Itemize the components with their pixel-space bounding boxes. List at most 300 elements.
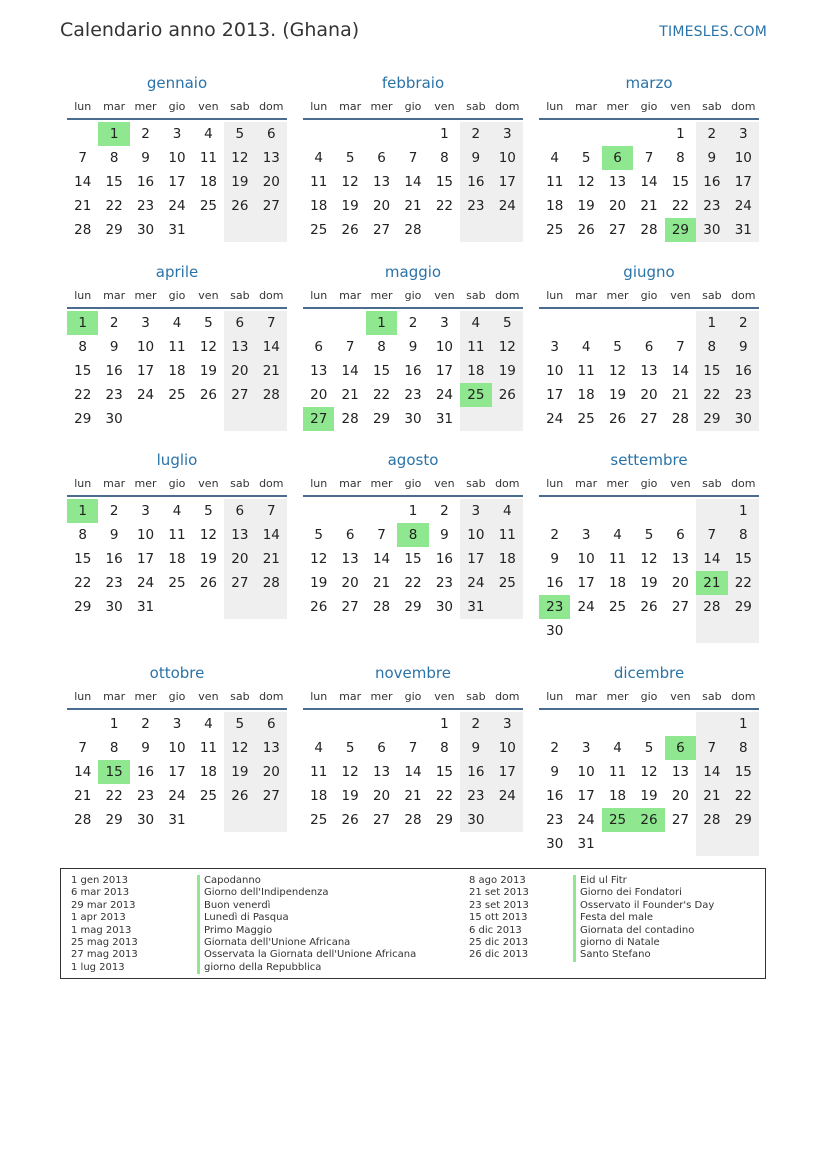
day-cell: 25 [546, 222, 564, 238]
day-cell: 20 [224, 359, 255, 383]
empty-cell [633, 499, 664, 523]
day-cell: 21 [404, 198, 422, 214]
day-cell: 18 [168, 551, 186, 567]
day-cell: 1 [440, 716, 449, 732]
day-cell: 9 [460, 736, 491, 760]
holiday-date: 21 set 2013 [469, 887, 529, 899]
weekday-label: sab [702, 100, 722, 113]
empty-cell [665, 712, 696, 736]
empty-cell [696, 619, 727, 643]
day-cell: 14 [256, 523, 287, 547]
day-cell: 29 [372, 411, 391, 427]
empty-cell [665, 499, 696, 523]
weekday-label: mar [339, 100, 362, 113]
day-cell: 17 [577, 788, 595, 804]
day-cell: 11 [168, 527, 186, 543]
empty-cell [665, 619, 696, 643]
weekday-label: mer [134, 690, 157, 703]
day-cell: 20 [224, 547, 255, 571]
holiday-date: 8 ago 2013 [469, 875, 526, 886]
day-cell: 30 [136, 222, 155, 238]
empty-cell [492, 595, 523, 619]
day-cell: 26 [640, 599, 658, 615]
weekday-label: mar [103, 100, 126, 113]
empty-cell [224, 218, 255, 242]
month-name: ottobre [149, 664, 205, 682]
day-grid [67, 311, 287, 431]
day-cell: 14 [404, 764, 422, 780]
day-cell: 17 [492, 760, 523, 784]
holiday-day-cell: 27 [303, 407, 334, 431]
day-cell: 23 [728, 383, 759, 407]
day-cell: 6 [314, 339, 323, 355]
day-cell: 9 [728, 335, 759, 359]
empty-cell [665, 832, 696, 856]
empty-cell [602, 499, 633, 523]
day-cell: 20 [310, 387, 328, 403]
day-cell: 13 [372, 174, 391, 190]
day-cell: 27 [671, 812, 690, 828]
day-cell: 3 [172, 126, 182, 142]
weekday-label: mer [134, 289, 157, 302]
day-cell: 31 [136, 599, 155, 615]
day-cell: 2 [109, 315, 119, 331]
day-cell: 9 [696, 146, 727, 170]
holiday-day-cell: 1 [98, 122, 129, 146]
weekday-label: dom [259, 690, 284, 703]
day-cell: 15 [372, 363, 391, 379]
day-cell: 25 [492, 571, 523, 595]
day-cell: 4 [314, 740, 323, 756]
day-cell: 4 [581, 339, 591, 355]
day-cell: 8 [440, 150, 449, 166]
day-cell: 31 [577, 836, 595, 852]
holiday-names-right [573, 875, 714, 962]
weekday-label: dom [731, 690, 756, 703]
day-cell: 31 [168, 222, 186, 238]
day-cell: 21 [256, 359, 287, 383]
month-name: novembre [375, 664, 451, 682]
holiday-name: Santo Stefano [573, 949, 714, 961]
empty-cell [602, 619, 633, 643]
weekday-label: mer [606, 477, 629, 490]
day-cell: 23 [435, 575, 454, 591]
day-cell: 16 [546, 788, 564, 804]
day-cell: 18 [310, 788, 328, 804]
day-grid [67, 499, 287, 619]
day-cell: 16 [460, 170, 491, 194]
day-cell: 20 [372, 788, 391, 804]
day-cell: 13 [640, 363, 658, 379]
month-name: aprile [155, 263, 199, 281]
weekday-label: mer [370, 477, 393, 490]
day-cell: 5 [345, 150, 355, 166]
weekday-label: lun [310, 690, 328, 703]
day-cell: 3 [728, 122, 759, 146]
empty-cell [696, 499, 727, 523]
day-cell: 4 [204, 716, 213, 732]
holiday-day-cell: 25 [460, 383, 491, 407]
day-cell: 29 [74, 411, 92, 427]
day-cell: 5 [492, 311, 523, 335]
day-cell: 11 [608, 551, 627, 567]
weekday-label: ven [434, 477, 455, 490]
day-cell: 16 [728, 359, 759, 383]
weekday-label: sab [702, 690, 722, 703]
day-cell: 3 [460, 499, 491, 523]
day-cell: 6 [377, 150, 386, 166]
holiday-name: Capodanno [197, 875, 416, 887]
day-cell: 11 [492, 523, 523, 547]
day-cell: 12 [341, 174, 359, 190]
day-cell: 23 [696, 194, 727, 218]
day-cell: 5 [224, 712, 255, 736]
weekday-label: lun [74, 100, 92, 113]
empty-cell [303, 311, 334, 335]
weekday-header [67, 686, 287, 710]
empty-cell [570, 122, 601, 146]
day-cell: 10 [460, 523, 491, 547]
day-cell: 9 [109, 527, 119, 543]
day-cell: 12 [310, 551, 328, 567]
day-cell: 12 [341, 764, 359, 780]
empty-cell [633, 712, 664, 736]
empty-cell [633, 122, 664, 146]
day-cell: 7 [696, 523, 727, 547]
day-cell: 15 [671, 174, 690, 190]
day-cell: 13 [372, 764, 391, 780]
weekday-label: mer [134, 477, 157, 490]
empty-cell [696, 832, 727, 856]
weekday-label: sab [466, 690, 486, 703]
day-cell: 28 [256, 571, 287, 595]
day-cell: 20 [372, 198, 391, 214]
day-cell: 1 [440, 126, 449, 142]
day-cell: 14 [696, 760, 727, 784]
day-cell: 5 [314, 527, 323, 543]
empty-cell [303, 122, 334, 146]
day-cell: 13 [256, 736, 287, 760]
month-name: giugno [623, 263, 675, 281]
day-cell: 28 [404, 812, 422, 828]
day-cell: 30 [136, 812, 155, 828]
holiday-name: Festa del male [573, 912, 714, 924]
day-cell: 19 [577, 198, 595, 214]
month-aprile [67, 262, 287, 431]
day-cell: 26 [224, 784, 255, 808]
day-cell: 8 [728, 523, 759, 547]
day-cell: 18 [199, 174, 218, 190]
day-cell: 28 [256, 383, 287, 407]
empty-cell [492, 407, 523, 431]
day-cell: 16 [105, 551, 123, 567]
weekday-label: mer [370, 690, 393, 703]
weekday-header [539, 473, 759, 497]
holiday-day-cell: 26 [633, 808, 664, 832]
day-cell: 2 [141, 716, 150, 732]
month-marzo [539, 73, 759, 242]
day-cell: 13 [256, 146, 287, 170]
day-cell: 22 [74, 387, 92, 403]
day-cell: 20 [671, 575, 690, 591]
day-cell: 27 [224, 383, 255, 407]
weekday-label: gio [640, 100, 658, 113]
day-cell: 24 [546, 411, 564, 427]
weekday-label: mer [370, 289, 393, 302]
day-cell: 19 [224, 170, 255, 194]
day-cell: 25 [310, 222, 328, 238]
holiday-name: Giorno dell'Indipendenza [197, 887, 416, 899]
day-cell: 18 [608, 788, 627, 804]
day-cell: 3 [581, 740, 591, 756]
day-cell: 26 [341, 222, 359, 238]
day-cell: 30 [404, 411, 422, 427]
weekday-label: lun [310, 100, 328, 113]
day-cell: 26 [608, 411, 627, 427]
day-grid [303, 122, 523, 242]
day-cell: 22 [74, 575, 92, 591]
day-cell: 29 [696, 407, 727, 431]
day-cell: 11 [199, 150, 218, 166]
day-cell: 16 [696, 170, 727, 194]
empty-cell [633, 619, 664, 643]
empty-cell [728, 832, 759, 856]
day-cell: 23 [136, 788, 155, 804]
day-cell: 3 [141, 503, 150, 519]
day-cell: 10 [492, 736, 523, 760]
day-cell: 15 [74, 363, 92, 379]
day-cell: 24 [728, 194, 759, 218]
day-cell: 8 [109, 150, 119, 166]
day-cell: 12 [577, 174, 595, 190]
day-cell: 16 [136, 174, 155, 190]
weekday-label: ven [198, 100, 219, 113]
weekday-label: lun [546, 477, 564, 490]
day-cell: 3 [172, 716, 182, 732]
day-cell: 31 [460, 595, 491, 619]
empty-cell [224, 595, 255, 619]
day-cell: 15 [105, 174, 123, 190]
empty-cell [193, 407, 224, 431]
weekday-label: sab [466, 477, 486, 490]
day-cell: 12 [224, 146, 255, 170]
day-grid [539, 499, 759, 643]
day-cell: 15 [435, 764, 454, 780]
weekday-header [67, 96, 287, 120]
day-cell: 13 [224, 523, 255, 547]
empty-cell [303, 712, 334, 736]
day-cell: 22 [435, 788, 454, 804]
weekday-label: ven [434, 100, 455, 113]
day-cell: 30 [696, 218, 727, 242]
weekday-header [539, 285, 759, 309]
empty-cell [193, 808, 224, 832]
weekday-label: mar [575, 690, 598, 703]
day-cell: 4 [613, 527, 622, 543]
weekday-label: lun [546, 289, 564, 302]
weekday-label: gio [640, 289, 658, 302]
day-cell: 4 [492, 499, 523, 523]
day-cell: 6 [676, 527, 685, 543]
holiday-day-cell: 21 [696, 571, 727, 595]
day-cell: 19 [199, 551, 218, 567]
weekday-header [539, 96, 759, 120]
day-cell: 22 [404, 575, 422, 591]
day-cell: 2 [408, 315, 418, 331]
day-grid [303, 712, 523, 832]
empty-cell [460, 407, 491, 431]
empty-cell [429, 218, 460, 242]
day-cell: 25 [608, 599, 627, 615]
day-cell: 14 [404, 174, 422, 190]
day-cell: 15 [728, 760, 759, 784]
day-cell: 5 [345, 740, 355, 756]
month-name: settembre [610, 451, 688, 469]
empty-cell [334, 311, 365, 335]
weekday-label: dom [495, 289, 520, 302]
day-cell: 11 [460, 335, 491, 359]
empty-cell [161, 407, 192, 431]
day-cell: 30 [546, 623, 564, 639]
day-cell: 3 [141, 315, 150, 331]
weekday-label: mar [575, 289, 598, 302]
day-cell: 18 [608, 575, 627, 591]
weekday-label: dom [259, 289, 284, 302]
day-cell: 18 [577, 387, 595, 403]
day-cell: 17 [577, 575, 595, 591]
day-cell: 8 [78, 527, 87, 543]
day-cell: 7 [408, 740, 418, 756]
weekday-label: dom [495, 477, 520, 490]
day-cell: 2 [550, 740, 559, 756]
day-cell: 5 [204, 503, 213, 519]
day-cell: 5 [613, 339, 622, 355]
month-dicembre [539, 663, 759, 856]
month-name: marzo [625, 74, 673, 92]
day-cell: 25 [199, 198, 218, 214]
weekday-header [303, 686, 523, 710]
day-cell: 3 [581, 527, 591, 543]
day-cell: 11 [577, 363, 595, 379]
day-cell: 8 [728, 736, 759, 760]
day-cell: 16 [404, 363, 422, 379]
day-cell: 22 [435, 198, 454, 214]
holiday-day-cell: 15 [98, 760, 129, 784]
day-cell: 22 [105, 198, 123, 214]
day-cell: 22 [105, 788, 123, 804]
day-cell: 12 [640, 551, 658, 567]
weekday-label: sab [230, 477, 250, 490]
day-cell: 17 [728, 170, 759, 194]
empty-cell [570, 311, 601, 335]
day-cell: 30 [460, 808, 491, 832]
holiday-date: 1 gen 2013 [71, 875, 129, 886]
holiday-day-cell: 8 [397, 523, 428, 547]
day-cell: 10 [728, 146, 759, 170]
day-cell: 7 [644, 150, 654, 166]
day-cell: 24 [577, 599, 595, 615]
day-cell: 7 [78, 740, 87, 756]
weekday-label: ven [198, 477, 219, 490]
empty-cell [728, 619, 759, 643]
day-cell: 24 [460, 571, 491, 595]
empty-cell [539, 122, 570, 146]
day-cell: 9 [460, 146, 491, 170]
day-cell: 28 [404, 222, 422, 238]
day-cell: 14 [341, 363, 359, 379]
day-grid [303, 311, 523, 431]
day-cell: 16 [136, 764, 155, 780]
day-cell: 9 [109, 339, 119, 355]
weekday-label: mar [575, 100, 598, 113]
day-cell: 5 [644, 527, 654, 543]
weekday-label: gio [404, 100, 422, 113]
day-cell: 1 [408, 503, 418, 519]
day-cell: 26 [224, 194, 255, 218]
holiday-name: Primo Maggio [197, 925, 416, 937]
page-title: Calendario anno 2013. (Ghana) [60, 19, 360, 41]
day-cell: 9 [408, 339, 418, 355]
weekday-label: dom [259, 100, 284, 113]
month-name: dicembre [613, 664, 685, 682]
day-cell: 7 [345, 339, 355, 355]
day-cell: 11 [310, 764, 328, 780]
weekday-label: mar [103, 477, 126, 490]
weekday-label: ven [434, 690, 455, 703]
day-cell: 12 [224, 736, 255, 760]
day-cell: 11 [608, 764, 627, 780]
holiday-name: Giornata del contadino [573, 925, 714, 937]
brand-logo-text[interactable]: TIMESLES.COM [659, 24, 767, 40]
holiday-date: 23 set 2013 [469, 899, 529, 911]
weekday-label: sab [230, 690, 250, 703]
empty-cell [224, 407, 255, 431]
day-cell: 26 [199, 575, 218, 591]
weekday-label: lun [310, 477, 328, 490]
day-grid [303, 499, 523, 619]
holiday-day-cell: 23 [539, 595, 570, 619]
day-cell: 1 [676, 126, 685, 142]
day-cell: 17 [435, 363, 454, 379]
weekday-label: ven [670, 690, 691, 703]
day-cell: 8 [696, 335, 727, 359]
weekday-header [303, 285, 523, 309]
day-cell: 13 [671, 551, 690, 567]
day-cell: 18 [460, 359, 491, 383]
day-cell: 5 [644, 740, 654, 756]
day-cell: 8 [440, 740, 449, 756]
day-cell: 18 [310, 198, 328, 214]
day-cell: 27 [372, 812, 391, 828]
empty-cell [492, 808, 523, 832]
day-cell: 2 [696, 122, 727, 146]
empty-cell [602, 122, 633, 146]
day-cell: 18 [492, 547, 523, 571]
day-cell: 2 [141, 126, 150, 142]
day-grid [539, 311, 759, 431]
day-cell: 24 [168, 198, 186, 214]
day-cell: 12 [640, 764, 658, 780]
day-cell: 27 [608, 222, 627, 238]
day-cell: 7 [377, 527, 386, 543]
weekday-label: mer [606, 100, 629, 113]
weekday-label: ven [670, 289, 691, 302]
day-cell: 12 [199, 339, 218, 355]
day-grid [67, 122, 287, 242]
day-cell: 29 [728, 595, 759, 619]
empty-cell [397, 712, 428, 736]
holiday-day-cell: 6 [665, 736, 696, 760]
